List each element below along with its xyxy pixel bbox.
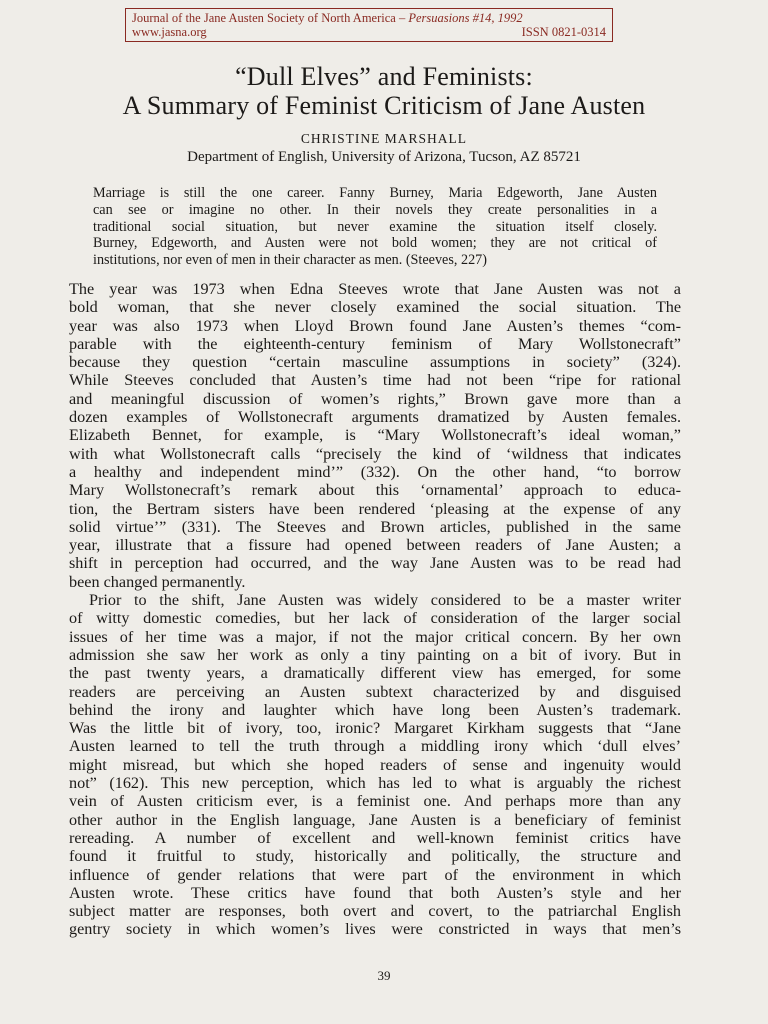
text-line: subject matter are responses, both overt and covert, to the patriarchal English: [69, 902, 681, 921]
text-line: might misread, but which she hoped readers of sense and ingenuity would: [69, 755, 681, 774]
text-line: readers are perceiving an Austen subtext characterized by and disguised: [69, 682, 681, 701]
text-line: not” (162). This new perception, which has led to what is arguably the richest: [69, 774, 681, 793]
text-line: influence of gender relations that were part of the environment in which: [69, 865, 681, 884]
article-title-line-2: A Summary of Feminist Criticism of Jane Austen: [122, 91, 646, 120]
journal-citation: [132, 11, 523, 25]
text-line: bold woman, that she never closely examined the social situation. The: [69, 298, 681, 317]
epigraph-line: traditional social situation, but never examine the situation itself closely.: [93, 218, 657, 235]
text-line: Mary Wollstonecraft’s remark about this ‘ornamental’ approach to educa-: [69, 481, 681, 500]
journal-series: Persuasions #14, 1992: [408, 11, 523, 25]
text-line: the past twenty years, a dramatically different view has emerged, for some: [69, 664, 681, 683]
page-number: 39: [377, 968, 391, 983]
text-line: year was also 1973 when Lloyd Brown found Jane Austen’s themes “com-: [69, 316, 681, 335]
journal-issn: ISSN 0821-0314: [521, 25, 606, 39]
text-line: parable with the eighteenth-century feminism of Mary Wollstonecraft”: [69, 334, 681, 353]
journal-citation-row: [132, 11, 606, 25]
text-line: shift in perception had occurred, and the way Jane Austen was to be read had: [69, 554, 681, 573]
text-line: admission she saw her work as only a tiny painting on a bit of ivory. But in: [69, 645, 681, 664]
text-line: year, illustrate that a fissure had opened between readers of Jane Austen; a: [69, 536, 681, 555]
text-line: been changed permanently.: [69, 572, 246, 591]
text-line: issues of her time was a major, if not the major critical concern. By her own: [69, 627, 681, 646]
text-line: found it fruitful to study, historically and politically, the structure and: [69, 847, 681, 866]
text-line: gentry society in which women’s lives were constricted in ways that men’s: [69, 920, 681, 939]
epigraph-line: Marriage is still the one career. Fanny Burney, Maria Edgeworth, Jane Austen: [93, 185, 657, 201]
text-line: dozen examples of Wollstonecraft arguments dramatized by Austen females.: [69, 408, 681, 427]
text-line: The year was 1973 when Edna Steeves wrote that Jane Austen was not a: [69, 280, 681, 298]
text-line: While Steeves concluded that Austen’s time had not been “ripe for rational: [69, 371, 681, 390]
text-line: Austen wrote. These critics have found that both Austen’s style and her: [69, 883, 681, 902]
author-affiliation: Department of English, University of Arizona, Tucson, AZ 85721: [187, 149, 581, 165]
text-line: a healthy and independent mind’” (332). On the other hand, “to borrow: [69, 462, 681, 481]
text-line: Was the little bit of ivory, too, ironic? Margaret Kirkham suggests that “Jane: [69, 719, 681, 738]
text-line: solid virtue’” (331). The Steeves and Brown articles, published in the same: [69, 517, 681, 536]
journal-name: Journal of the Jane Austen Society of North America –: [132, 11, 409, 25]
text-line: behind the irony and laughter which have long been Austen’s trademark.: [69, 700, 681, 719]
epigraph-line: institutions, nor even of men in their character as men. (Steeves, 227): [93, 252, 487, 269]
text-line: of witty domestic comedies, but her lack of consideration of the larger social: [69, 609, 681, 628]
journal-meta-row: [132, 25, 606, 39]
epigraph: [93, 185, 657, 269]
text-line: Austen learned to tell the truth through a middling irony which ‘dull elves’: [69, 737, 681, 756]
paragraph-1: [69, 280, 681, 591]
text-line: other author in the English language, Jane Austen is a beneficiary of feminist: [69, 810, 681, 829]
text-line: vein of Austen criticism ever, is a feminist one. And perhaps more than any: [69, 792, 681, 811]
text-line: with what Wollstonecraft calls “precisely the kind of ‘wildness that indicates: [69, 444, 681, 463]
text-line: because they question “certain masculine assumptions in society” (324).: [69, 353, 681, 372]
text-line: rereading. A number of excellent and well-known feminist critics have: [69, 828, 681, 847]
author-name: CHRISTINE MARSHALL: [300, 131, 468, 146]
journal-citation-box: [125, 8, 613, 42]
epigraph-line: Burney, Edgeworth, and Austen were not bold women; they are not critical of: [93, 235, 657, 252]
text-line: tion, the Bertram sisters have been rendered ‘pleasing at the expense of any: [69, 499, 681, 518]
text-line: and meaningful discussion of women’s rights,” Brown gave more than a: [69, 389, 681, 408]
epigraph-line: can see or imagine no other. In their novels they create personalities in a: [93, 201, 657, 218]
journal-website: www.jasna.org: [132, 25, 207, 39]
text-line: Prior to the shift, Jane Austen was widely considered to be a master writer: [89, 591, 681, 610]
body-text: [69, 280, 681, 939]
article-title-line-1: “Dull Elves” and Feminists:: [235, 62, 533, 91]
paragraph-2: [69, 591, 681, 939]
text-line: Elizabeth Bennet, for example, is “Mary Wollstonecraft’s ideal woman,”: [69, 426, 681, 445]
